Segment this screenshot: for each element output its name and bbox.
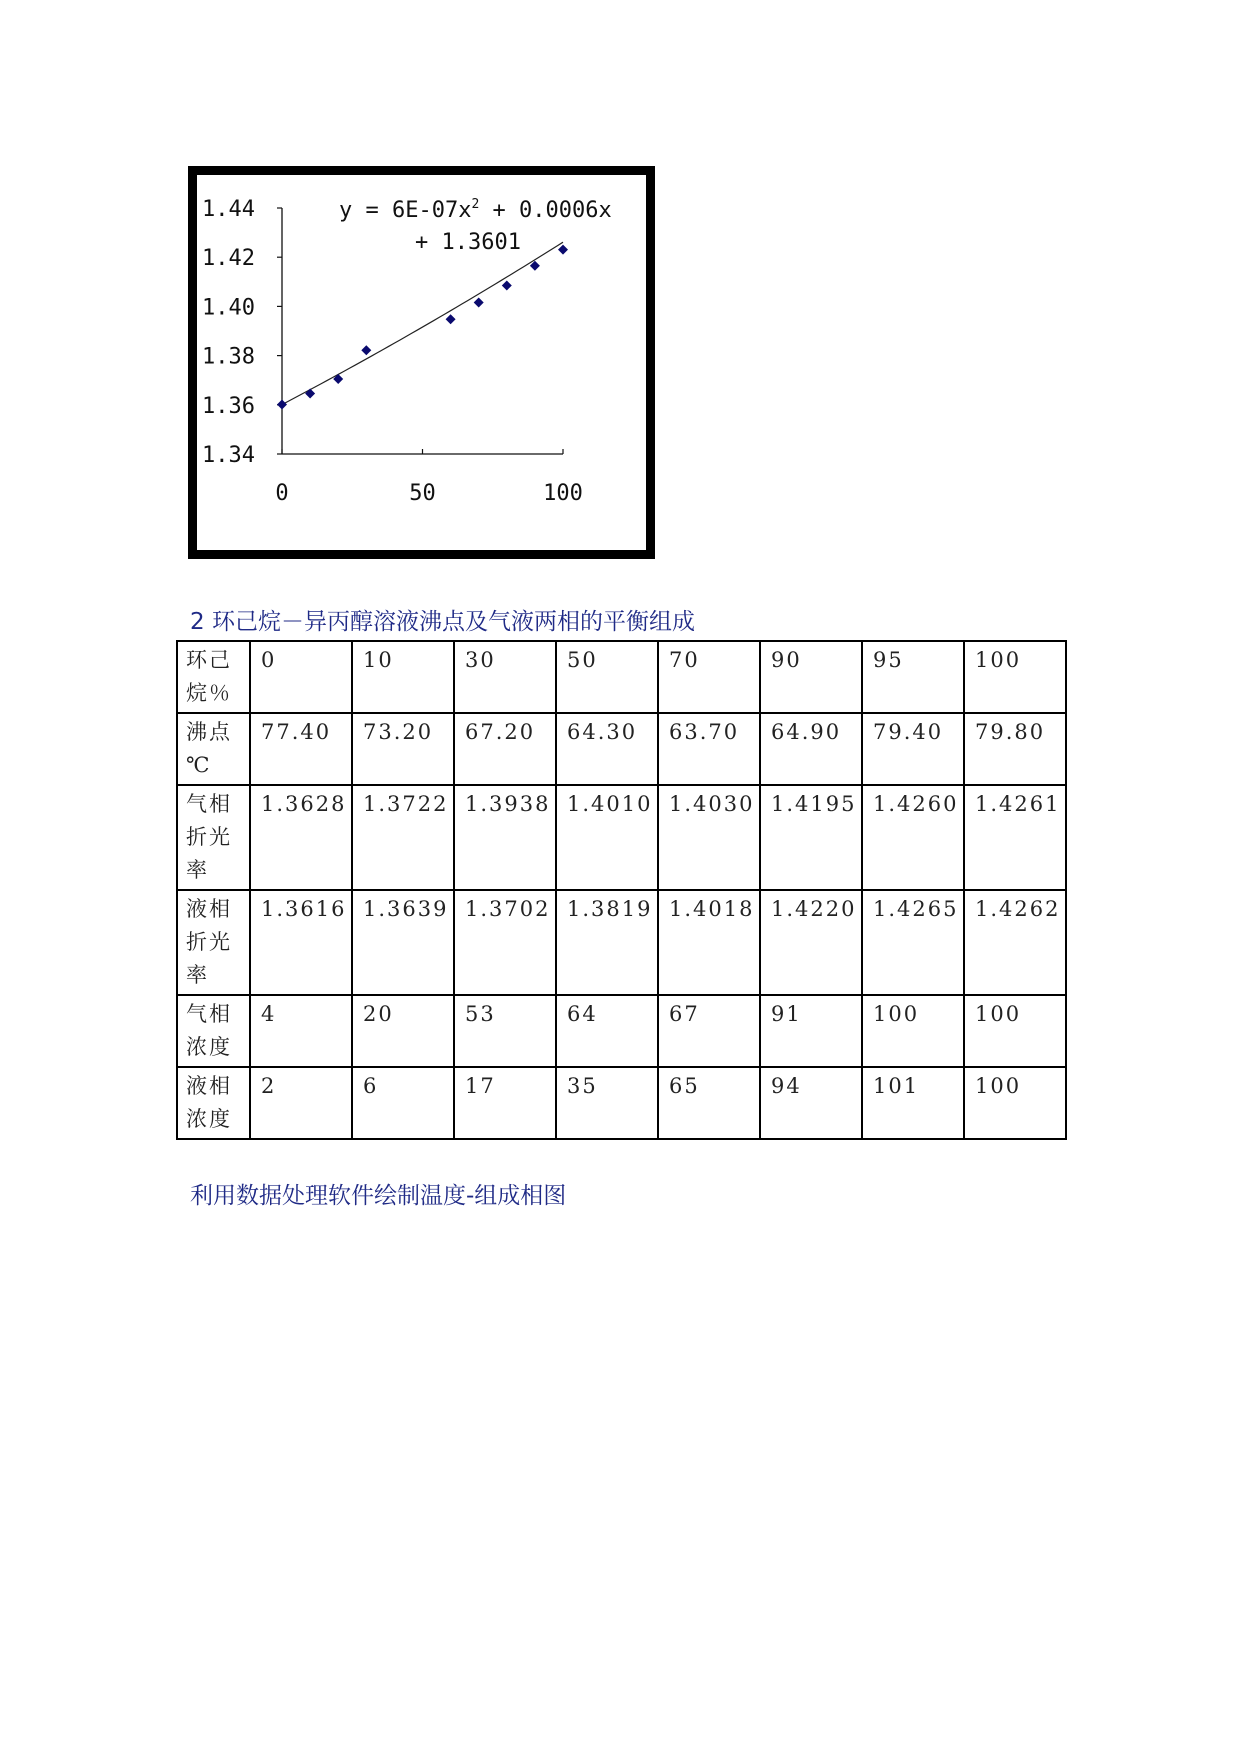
table-cell: 0 bbox=[250, 641, 352, 713]
table-cell: 6 bbox=[352, 1067, 454, 1139]
table-cell: 1.4030 bbox=[658, 785, 760, 890]
table-cell: 90 bbox=[760, 641, 862, 713]
table-cell: 30 bbox=[454, 641, 556, 713]
calibration-chart bbox=[188, 166, 655, 559]
table-cell: 63.70 bbox=[658, 713, 760, 785]
row-header bbox=[177, 785, 250, 890]
row-header-line: 沸点 bbox=[186, 720, 232, 744]
data-point bbox=[277, 400, 287, 410]
table-cell: 1.4265 bbox=[862, 890, 964, 995]
table-cell: 1.4010 bbox=[556, 785, 658, 890]
table-cell: 100 bbox=[862, 995, 964, 1067]
table-cell: 73.20 bbox=[352, 713, 454, 785]
row-header bbox=[177, 995, 250, 1067]
row-header-line: 率 bbox=[186, 858, 209, 882]
table-cell: 1.4260 bbox=[862, 785, 964, 890]
table-cell: 1.4261 bbox=[964, 785, 1066, 890]
table-cell: 67.20 bbox=[454, 713, 556, 785]
y-tick-label: 1.40 bbox=[202, 295, 255, 321]
table-cell: 1.4195 bbox=[760, 785, 862, 890]
table-row bbox=[177, 713, 1066, 785]
table-cell: 1.3819 bbox=[556, 890, 658, 995]
table-cell: 1.4262 bbox=[964, 890, 1066, 995]
data-point bbox=[361, 345, 371, 355]
table-cell: 64.90 bbox=[760, 713, 862, 785]
table-cell: 1.3628 bbox=[250, 785, 352, 890]
data-point bbox=[305, 388, 315, 398]
table-cell: 91 bbox=[760, 995, 862, 1067]
table-cell: 101 bbox=[862, 1067, 964, 1139]
table-cell: 10 bbox=[352, 641, 454, 713]
y-tick-label: 1.34 bbox=[202, 443, 255, 468]
x-tick-label: 0 bbox=[275, 481, 289, 506]
table-cell: 65 bbox=[658, 1067, 760, 1139]
data-point bbox=[558, 245, 568, 255]
row-header-line: 折光 bbox=[186, 930, 232, 954]
trend-equation-line1: $y = 6E-07x^2 + 0.0006x$ bbox=[339, 197, 612, 223]
row-header bbox=[177, 641, 250, 713]
equilibrium-data-table bbox=[176, 640, 1067, 1140]
table-cell: 20 bbox=[352, 995, 454, 1067]
y-tick-label: 1.42 bbox=[202, 246, 255, 272]
row-header-line: 环己 bbox=[186, 648, 232, 672]
data-point bbox=[474, 297, 484, 307]
table-cell: 1.3722 bbox=[352, 785, 454, 890]
table-cell: 67 bbox=[658, 995, 760, 1067]
row-header-line: 液相 bbox=[186, 897, 232, 921]
table-row bbox=[177, 890, 1066, 995]
table-cell: 1.3639 bbox=[352, 890, 454, 995]
table-row bbox=[177, 641, 1066, 713]
row-header-line: 浓度 bbox=[186, 1035, 232, 1059]
table-cell: 4 bbox=[250, 995, 352, 1067]
row-header-line: 浓度 bbox=[186, 1107, 232, 1131]
y-tick-label: 1.44 bbox=[202, 197, 255, 222]
y-tick-label: 1.38 bbox=[202, 344, 255, 370]
table-cell: 1.3616 bbox=[250, 890, 352, 995]
data-point bbox=[446, 314, 456, 324]
row-header-line: 率 bbox=[186, 963, 209, 987]
table-cell: 53 bbox=[454, 995, 556, 1067]
table-cell: 70 bbox=[658, 641, 760, 713]
table-cell: 1.4220 bbox=[760, 890, 862, 995]
table-cell: 94 bbox=[760, 1067, 862, 1139]
row-header-line: ℃ bbox=[186, 753, 212, 777]
table-row bbox=[177, 1067, 1066, 1139]
table-cell: 17 bbox=[454, 1067, 556, 1139]
data-point bbox=[502, 280, 512, 290]
table-cell: 77.40 bbox=[250, 713, 352, 785]
row-header bbox=[177, 713, 250, 785]
table-cell: 35 bbox=[556, 1067, 658, 1139]
table-cell: 79.40 bbox=[862, 713, 964, 785]
row-header-line: 气相 bbox=[186, 1002, 232, 1026]
table-cell: 2 bbox=[250, 1067, 352, 1139]
trendline bbox=[282, 242, 563, 404]
x-tick-label: 50 bbox=[409, 481, 436, 506]
row-header-line: 折光 bbox=[186, 825, 232, 849]
table-cell: 64 bbox=[556, 995, 658, 1067]
row-header-line: 液相 bbox=[186, 1074, 232, 1098]
table-cell: 1.3702 bbox=[454, 890, 556, 995]
row-header bbox=[177, 890, 250, 995]
table-cell: 64.30 bbox=[556, 713, 658, 785]
table-cell: 50 bbox=[556, 641, 658, 713]
x-tick-label: 100 bbox=[543, 481, 583, 506]
section-heading: 2 环己烷－异丙醇溶液沸点及气液两相的平衡组成 bbox=[190, 609, 695, 635]
table-cell: 1.4018 bbox=[658, 890, 760, 995]
table-cell: 100 bbox=[964, 995, 1066, 1067]
table-cell: 95 bbox=[862, 641, 964, 713]
table-cell: 1.3938 bbox=[454, 785, 556, 890]
row-header-line: 烷％ bbox=[186, 681, 232, 705]
table-cell: 79.80 bbox=[964, 713, 1066, 785]
table-cell: 100 bbox=[964, 641, 1066, 713]
table-row bbox=[177, 995, 1066, 1067]
row-header-line: 气相 bbox=[186, 792, 232, 816]
table-row bbox=[177, 785, 1066, 890]
table-cell: 100 bbox=[964, 1067, 1066, 1139]
trend-equation-line2: + 1.3601 bbox=[415, 230, 521, 255]
y-tick-label: 1.36 bbox=[202, 393, 255, 419]
data-point bbox=[333, 374, 343, 384]
row-header bbox=[177, 1067, 250, 1139]
footer-note: 利用数据处理软件绘制温度-组成相图 bbox=[190, 1183, 567, 1209]
